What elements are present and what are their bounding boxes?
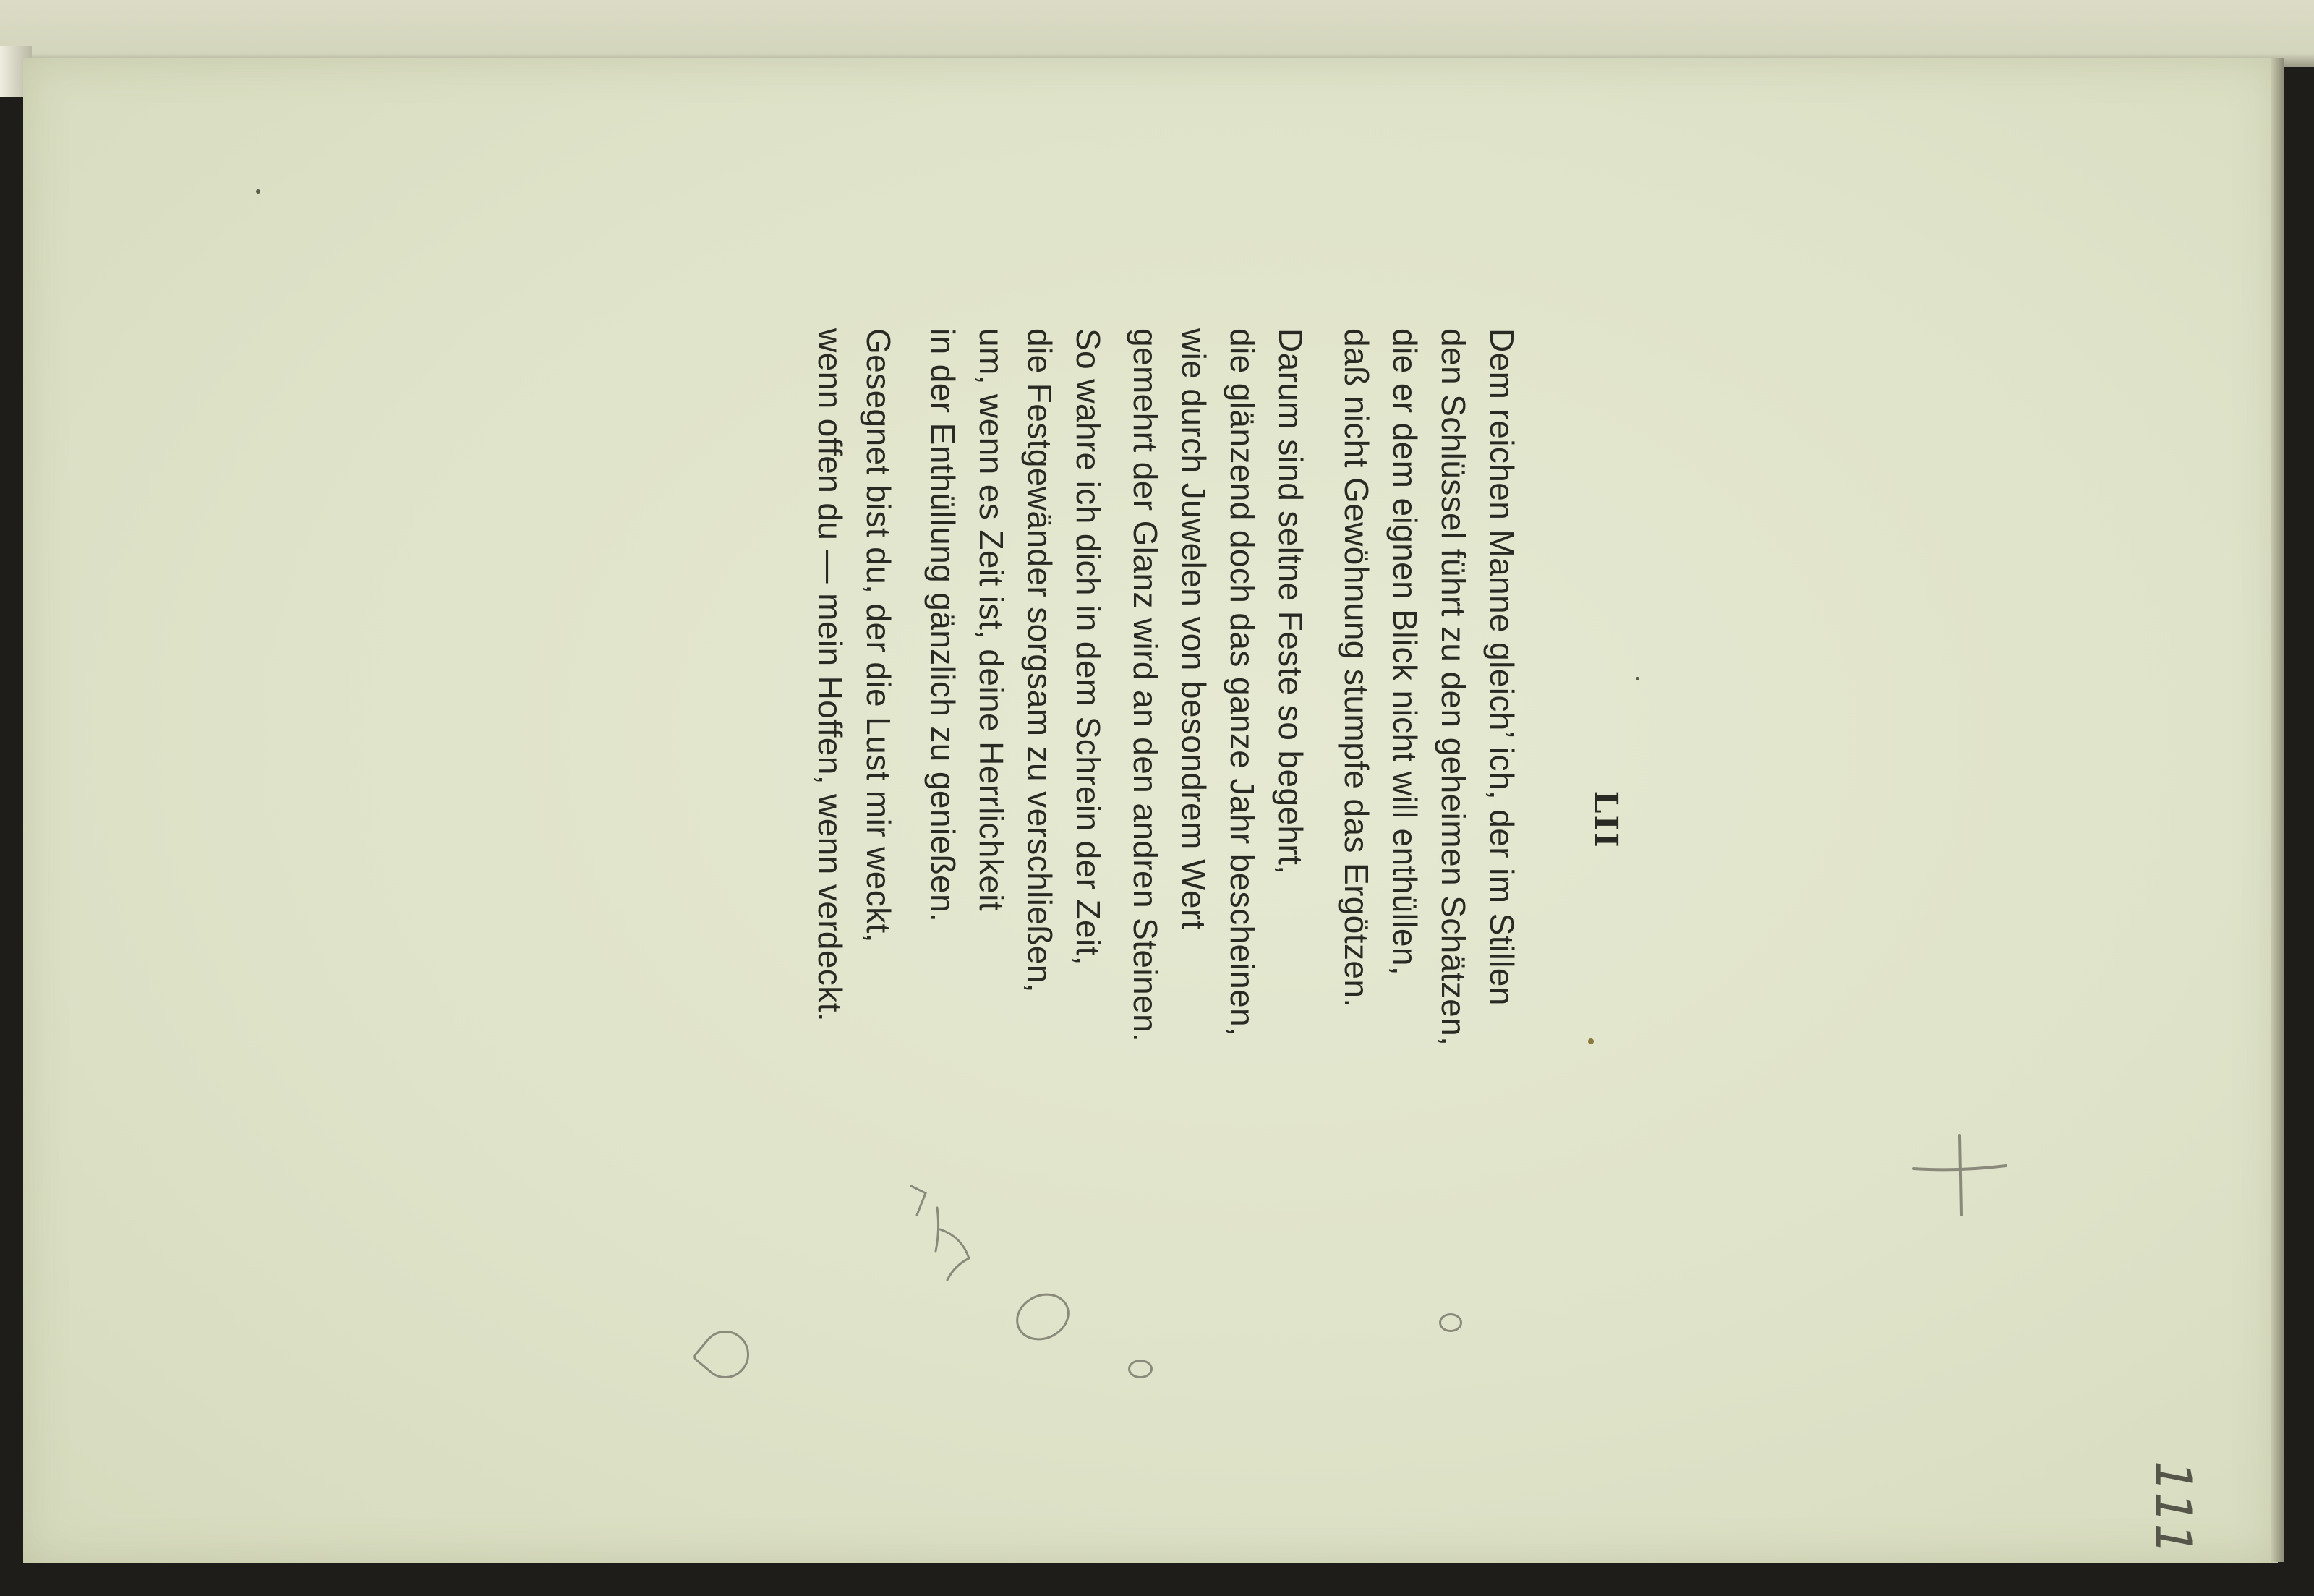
poem-line: Dem reichen Manne gleich’ ich, der im Stillen xyxy=(1483,328,1521,1006)
poem-line: wie durch Juwelen von besondrem Wert xyxy=(1175,328,1213,930)
underlying-page-edge xyxy=(0,0,2314,67)
stanza-2 xyxy=(1121,328,1315,1312)
poem-line: Gesegnet bist du, der die Lust mir weckt, xyxy=(860,328,897,943)
poem-line: wenn offen du — mein Hoffen, wenn verdeckt. xyxy=(811,328,849,1023)
poem-line: daß nicht Gewöhnung stumpfe das Ergötzen. xyxy=(1338,328,1375,1008)
poem-line: gemehrt der Glanz wird an den andren Steinen. xyxy=(1127,328,1164,1043)
poem-line: Darum sind seltne Feste so begehrt, xyxy=(1272,328,1310,875)
poem-line: um, wenn es Zeit ist, deine Herrlichkeit xyxy=(973,328,1010,911)
poem-line: die er dem eignen Blick nicht will enthüllen, xyxy=(1386,328,1424,976)
paper-speck xyxy=(1636,677,1639,680)
pencil-margin-note xyxy=(897,1172,983,1287)
poem-line: die Festgewänder sorgsam zu verschließen, xyxy=(1021,328,1059,993)
paper-speck xyxy=(256,189,260,194)
stanza-1 xyxy=(1332,328,1526,1312)
poem-line: So wahre ich dich in dem Schrein der Zeit, xyxy=(1070,328,1107,965)
poem-line: die glänzend doch das ganze Jahr bescheinen, xyxy=(1224,328,1261,1037)
page-number: 111 xyxy=(2144,1461,2201,1555)
stanza-4-couplet xyxy=(806,328,902,1312)
poem-number: LII xyxy=(1587,790,1624,850)
poem-line: in der Enthüllung gänzlich zu genießen. xyxy=(924,328,962,923)
poem-line: den Schlüssel führt zu den geheimen Schätzen, xyxy=(1435,328,1472,1046)
page-edge-shadow xyxy=(2271,58,2284,1562)
poem-text-block xyxy=(730,328,1634,1312)
pencil-circle-mark xyxy=(1439,1313,1462,1332)
stanza-3 xyxy=(918,328,1112,1312)
pencil-cross-mark xyxy=(1909,1128,2010,1222)
pencil-circle-mark xyxy=(1128,1360,1153,1378)
